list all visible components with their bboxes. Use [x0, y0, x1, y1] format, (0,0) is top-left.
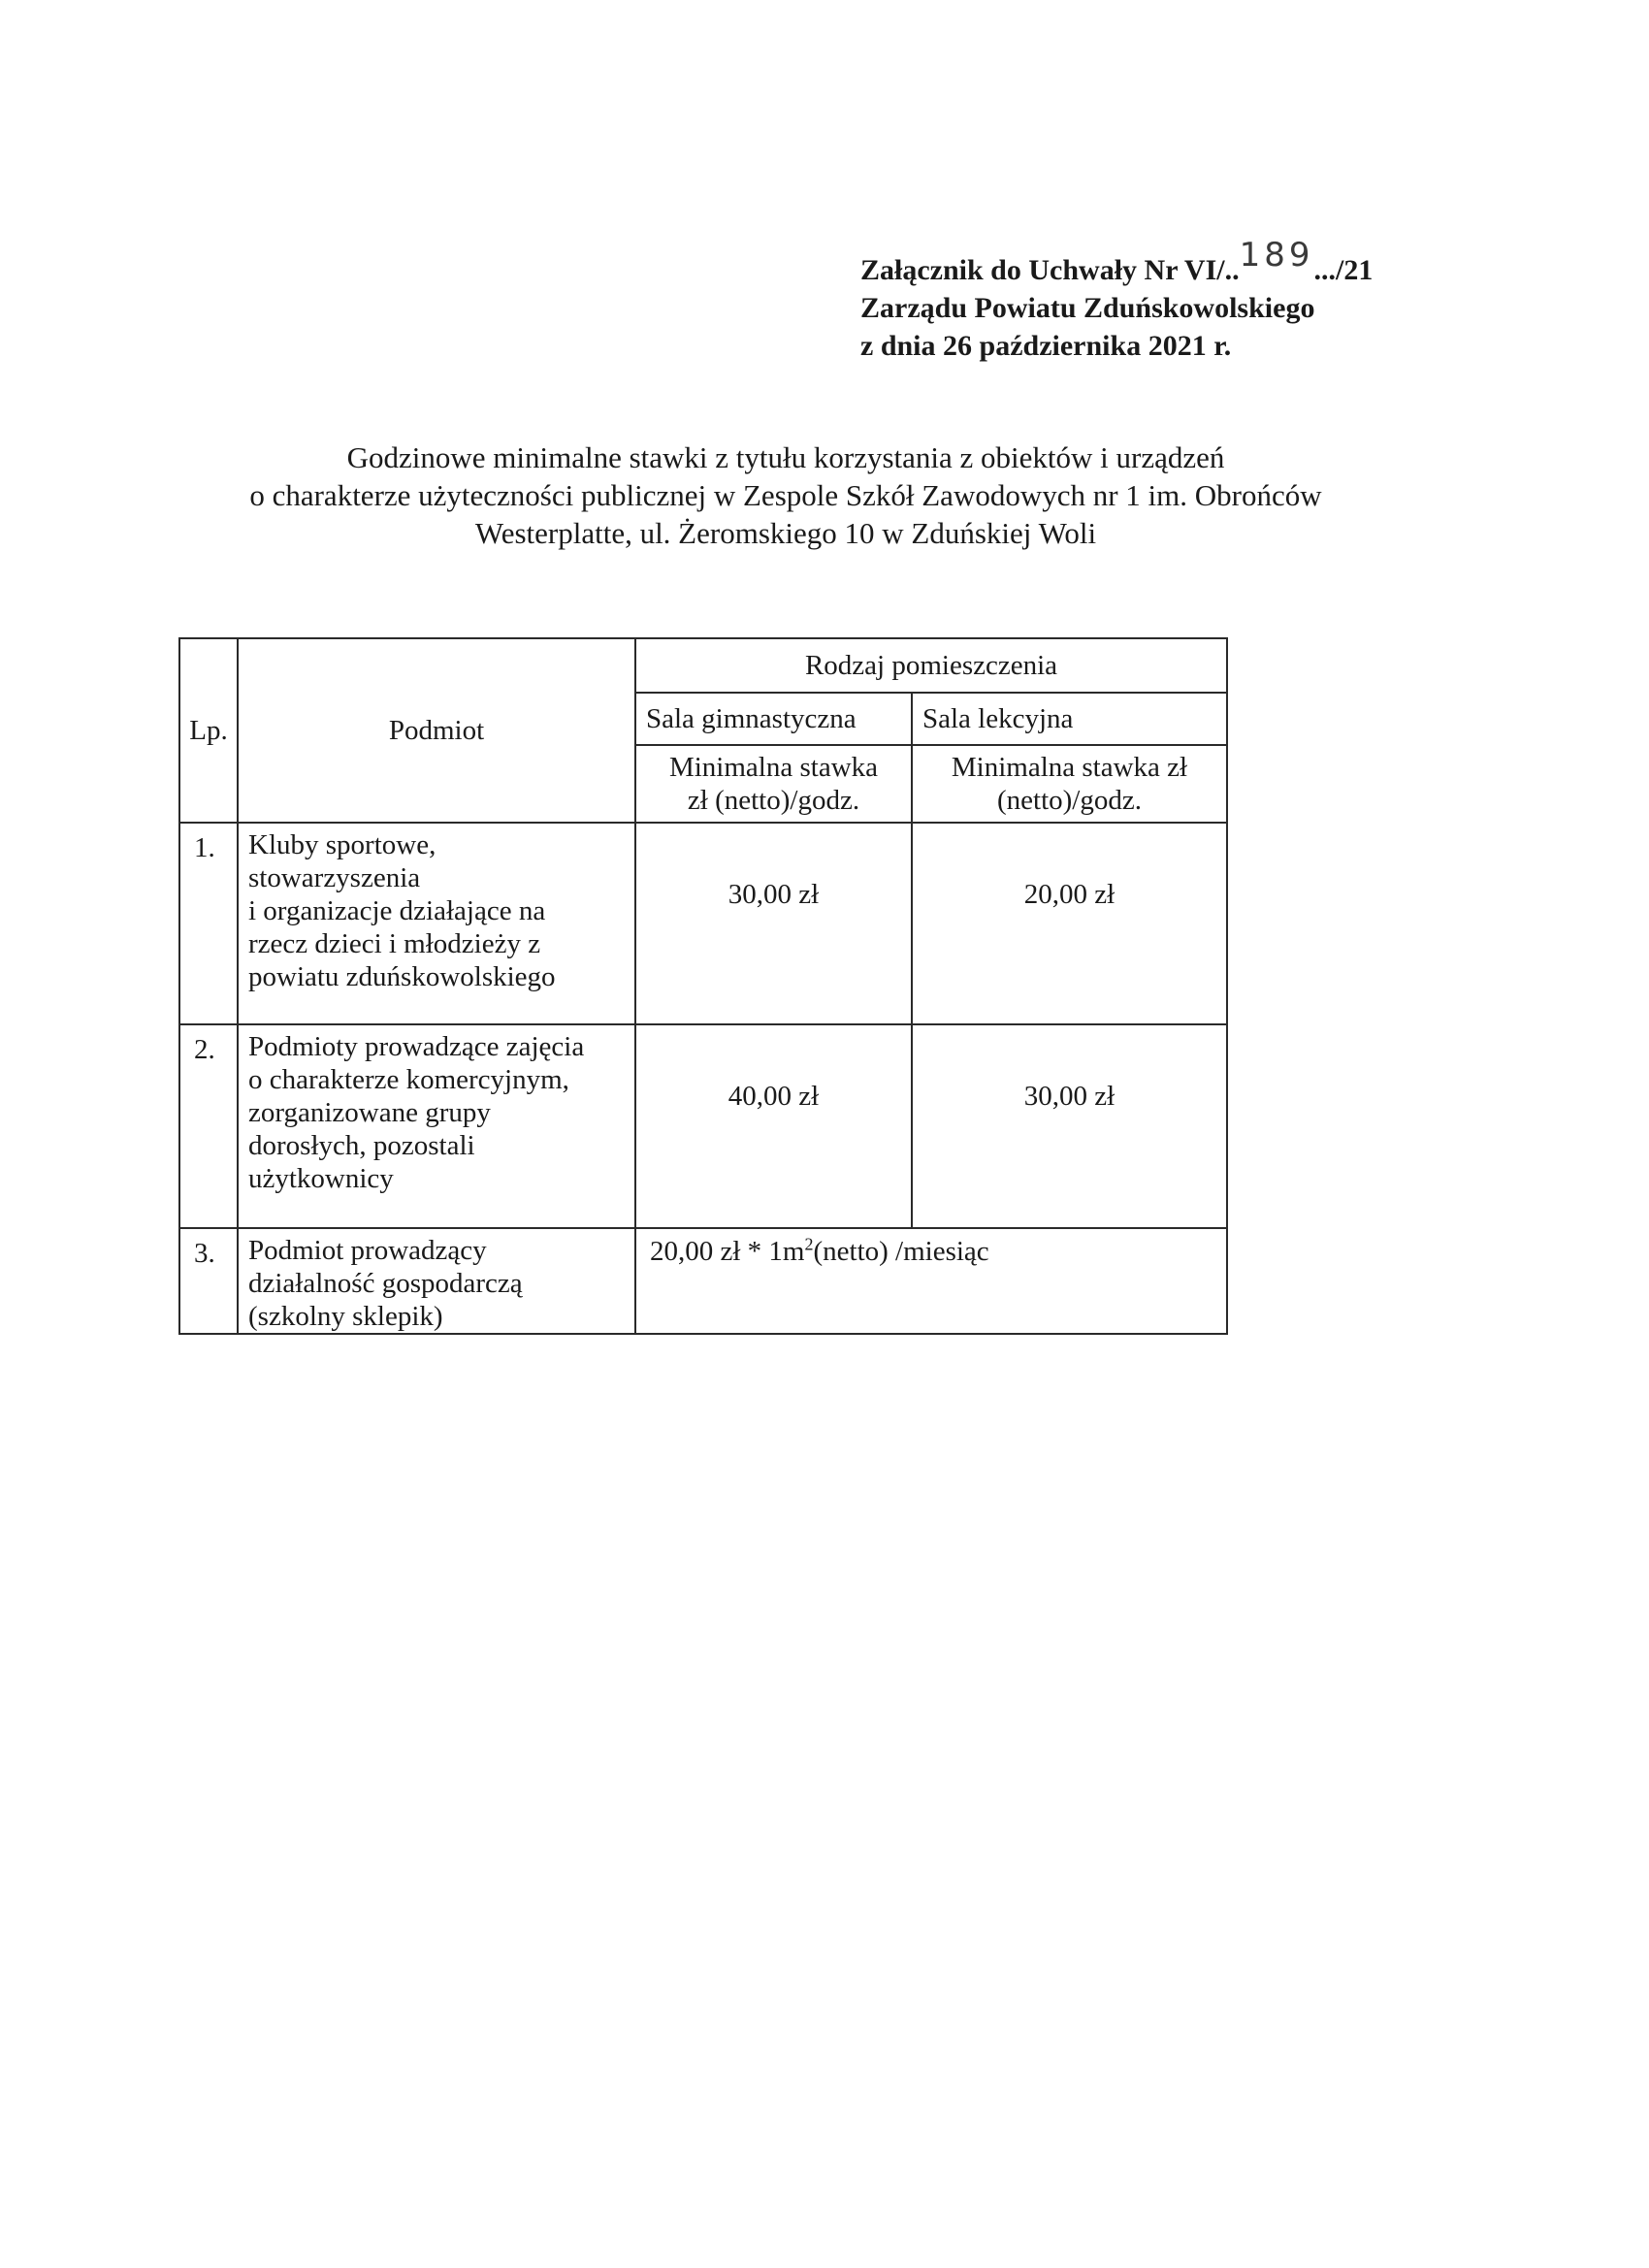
- row-podmiot-line: Kluby sportowe,: [248, 829, 436, 860]
- row-rate-gim: 30,00 zł: [635, 823, 912, 1024]
- row-podmiot-line: użytkownicy: [248, 1163, 394, 1194]
- handwritten-resolution-number: 189: [1239, 236, 1314, 275]
- row-podmiot-line: Podmioty prowadzące zajęcia: [248, 1031, 585, 1062]
- row-rate-monthly-suffix: (netto) /miesiąc: [813, 1236, 989, 1267]
- header-date-line: z dnia 26 października 2021 r.: [860, 330, 1232, 362]
- row-podmiot-line: działalność gospodarczą: [248, 1268, 523, 1299]
- row-lp: 3.: [179, 1228, 238, 1334]
- header-rate-gim-line-2: zł (netto)/godz.: [687, 785, 860, 816]
- title-line-3: Westerplatte, ul. Żeromskiego 10 w Zduńskiej Woli: [474, 516, 1097, 550]
- header-sala-gimnastyczna: Sala gimnastyczna: [635, 693, 912, 745]
- table-header-row-1: [179, 638, 1227, 693]
- row-rate-monthly-sup: 2: [804, 1234, 814, 1254]
- header-rate-gim-line-1: Minimalna stawka: [668, 752, 879, 783]
- row-lp: 2.: [179, 1024, 238, 1228]
- row-podmiot-line: o charakterze komercyjnym,: [248, 1064, 569, 1095]
- header-resolution-suffix: ./21: [1328, 254, 1374, 286]
- header-rate-lek-line-1: Minimalna stawka zł: [951, 752, 1188, 783]
- table-row: [179, 823, 1227, 1024]
- header-resolution-prefix: Załącznik do Uchwały Nr VI/: [860, 254, 1225, 286]
- header-board-line: Zarządu Powiatu Zduńskowolskiego: [860, 292, 1315, 324]
- header-rate-gim: [635, 745, 912, 823]
- row-podmiot: [238, 1228, 635, 1334]
- header-lp: Lp.: [179, 638, 238, 823]
- header-dots-b: ..: [1313, 254, 1329, 286]
- title-line-1: Godzinowe minimalne stawki z tytułu korzystania z obiektów i urządzeń: [346, 440, 1225, 474]
- row-podmiot-line: powiatu zduńskowolskiego: [248, 961, 556, 992]
- row-rate-gim: 40,00 zł: [635, 1024, 912, 1228]
- table-row: [179, 1228, 1227, 1334]
- attachment-header: [860, 236, 1374, 365]
- row-podmiot: [238, 823, 635, 1024]
- row-podmiot-line: rzecz dzieci i młodzieży z: [248, 928, 541, 959]
- table-row: [179, 1024, 1227, 1228]
- row-rate-monthly: [635, 1228, 1227, 1334]
- header-podmiot: Podmiot: [238, 638, 635, 823]
- row-podmiot-line: stowarzyszenia: [248, 862, 421, 893]
- row-rate-lek: 30,00 zł: [912, 1024, 1227, 1228]
- row-podmiot: [238, 1024, 635, 1228]
- row-podmiot-line: Podmiot prowadzący: [248, 1235, 487, 1266]
- row-rate-lek: 20,00 zł: [912, 823, 1227, 1024]
- title-line-2: o charakterze użyteczności publicznej w Zespole Szkół Zawodowych nr 1 im. Obrońców: [249, 478, 1322, 512]
- header-rate-lek: [912, 745, 1227, 823]
- header-sala-lekcyjna: Sala lekcyjna: [912, 693, 1227, 745]
- row-podmiot-line: zorganizowane grupy: [248, 1097, 491, 1128]
- header-rodzaj-pomieszczenia: Rodzaj pomieszczenia: [635, 638, 1227, 693]
- rates-table: [178, 637, 1228, 1335]
- row-podmiot-line: i organizacje działające na: [248, 895, 546, 926]
- header-rate-lek-line-2: (netto)/godz.: [997, 785, 1142, 816]
- header-dots-a: ..: [1224, 254, 1240, 286]
- row-podmiot-line: dorosłych, pozostali: [248, 1130, 475, 1161]
- row-lp: 1.: [179, 823, 238, 1024]
- header-resolution-line: [860, 236, 1374, 289]
- document-title: [175, 438, 1397, 552]
- row-podmiot-line: (szkolny sklepik): [248, 1301, 443, 1332]
- row-rate-monthly-prefix: 20,00 zł * 1m: [650, 1236, 805, 1267]
